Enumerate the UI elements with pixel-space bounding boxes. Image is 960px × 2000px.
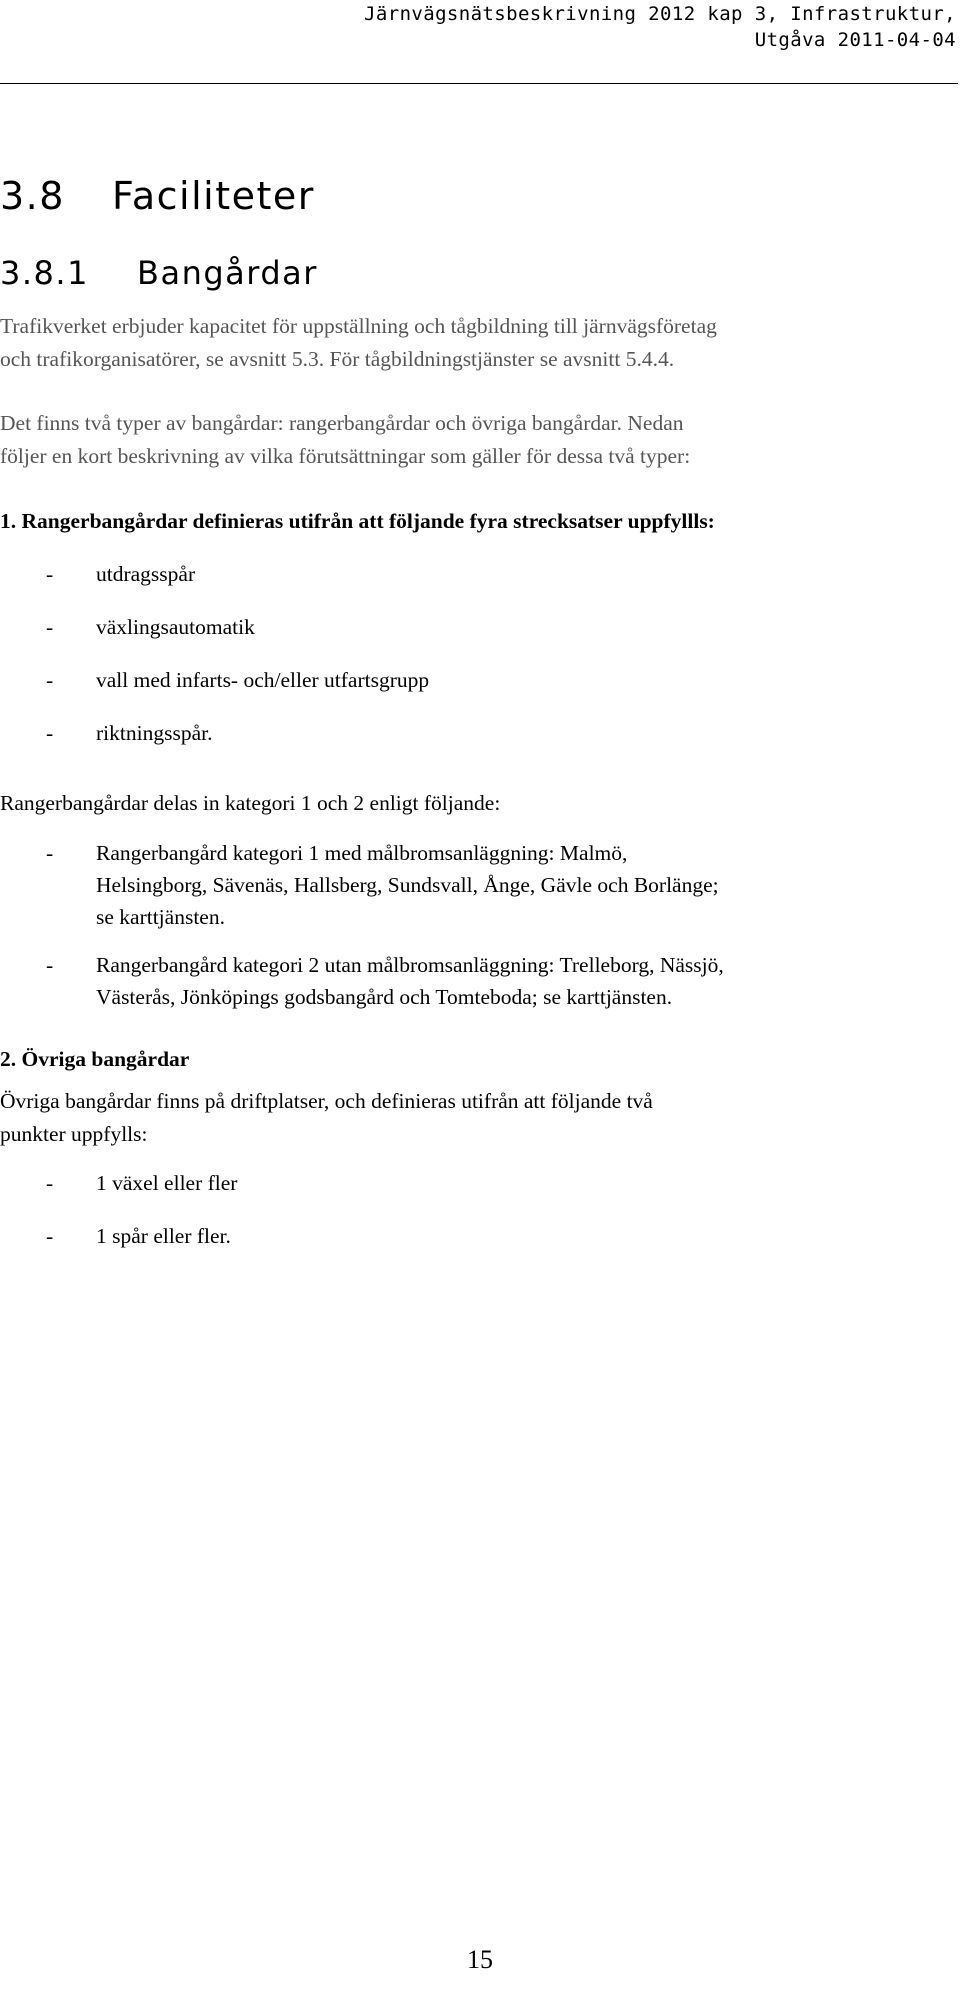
list-item-text: vall med infarts- och/eller utfartsgrupp [96,668,430,692]
category-1-item [0,840,960,930]
list-item [0,561,960,587]
category-1-line-1: Rangerbangård kategori 1 med målbromsanläggning: Malmö, [96,841,628,865]
document-header-title: Järnvägsnätsbeskrivning 2012 kap 3, Infrastruktur, [364,3,956,25]
category-1-line-2: Helsingborg, Sävenäs, Hallsberg, Sundsvall, Ånge, Gävle och Borlänge; [96,873,719,897]
section-heading [0,172,315,220]
section-number: 3.8 [0,174,65,218]
list-item-text: riktningsspår. [96,721,213,745]
category-2-item [0,952,960,1012]
list-item-text: 1 växel eller fler [96,1171,238,1195]
categories-intro: Rangerbangårdar delas in kategori 1 och 2 enligt följande: [0,791,501,815]
header-divider [0,83,958,84]
list-dash: - [46,953,54,977]
ovriga-line-2: punkter uppfylls: [0,1122,148,1146]
list-dash: - [46,1171,54,1195]
ovriga-line-1: Övriga bangårdar finns på driftplatser, och definieras utifrån att följande två [0,1089,653,1113]
list-item [0,614,960,640]
list-dash: - [46,668,54,692]
subsection-title: Bangårdar [137,254,318,292]
category-1-line-3: se karttjänsten. [96,905,225,929]
list-item-text: utdragsspår [96,562,196,586]
rangerbangardar-heading: 1. Rangerbangårdar definieras utifrån att följande fyra strecksatser uppfyllls: [0,509,715,533]
list-dash: - [46,615,54,639]
ovriga-heading: 2. Övriga bangårdar [0,1047,190,1071]
category-2-line-1: Rangerbangård kategori 2 utan målbromsanläggning: Trelleborg, Nässjö, [96,953,724,977]
types-line-1: Det finns två typer av bangårdar: rangerbangårdar och övriga bangårdar. Nedan [0,411,684,435]
list-item [0,720,960,746]
section-title: Faciliteter [112,174,315,218]
subsection-heading [0,253,318,293]
types-line-2: följer en kort beskrivning av vilka förutsättningar som gäller för dessa två typer: [0,444,691,468]
list-item-text: 1 spår eller fler. [96,1224,231,1248]
subsection-number: 3.8.1 [0,254,89,292]
list-dash: - [46,562,54,586]
intro-line-2: och trafikorganisatörer, se avsnitt 5.3. För tågbildningstjänster se avsnitt 5.4.4. [0,347,675,371]
list-dash: - [46,721,54,745]
list-dash: - [46,841,54,865]
category-2-line-2: Västerås, Jönköpings godsbangård och Tomteboda; se karttjänsten. [96,985,673,1009]
page-number: 15 [467,1945,493,1974]
list-item [0,1223,960,1249]
list-item [0,667,960,693]
list-dash: - [46,1224,54,1248]
document-header-edition: Utgåva 2011-04-04 [754,29,956,51]
intro-line-1: Trafikverket erbjuder kapacitet för uppställning och tågbildning till järnvägsföretag [0,314,717,338]
list-item [0,1170,960,1196]
list-item-text: växlingsautomatik [96,615,255,639]
